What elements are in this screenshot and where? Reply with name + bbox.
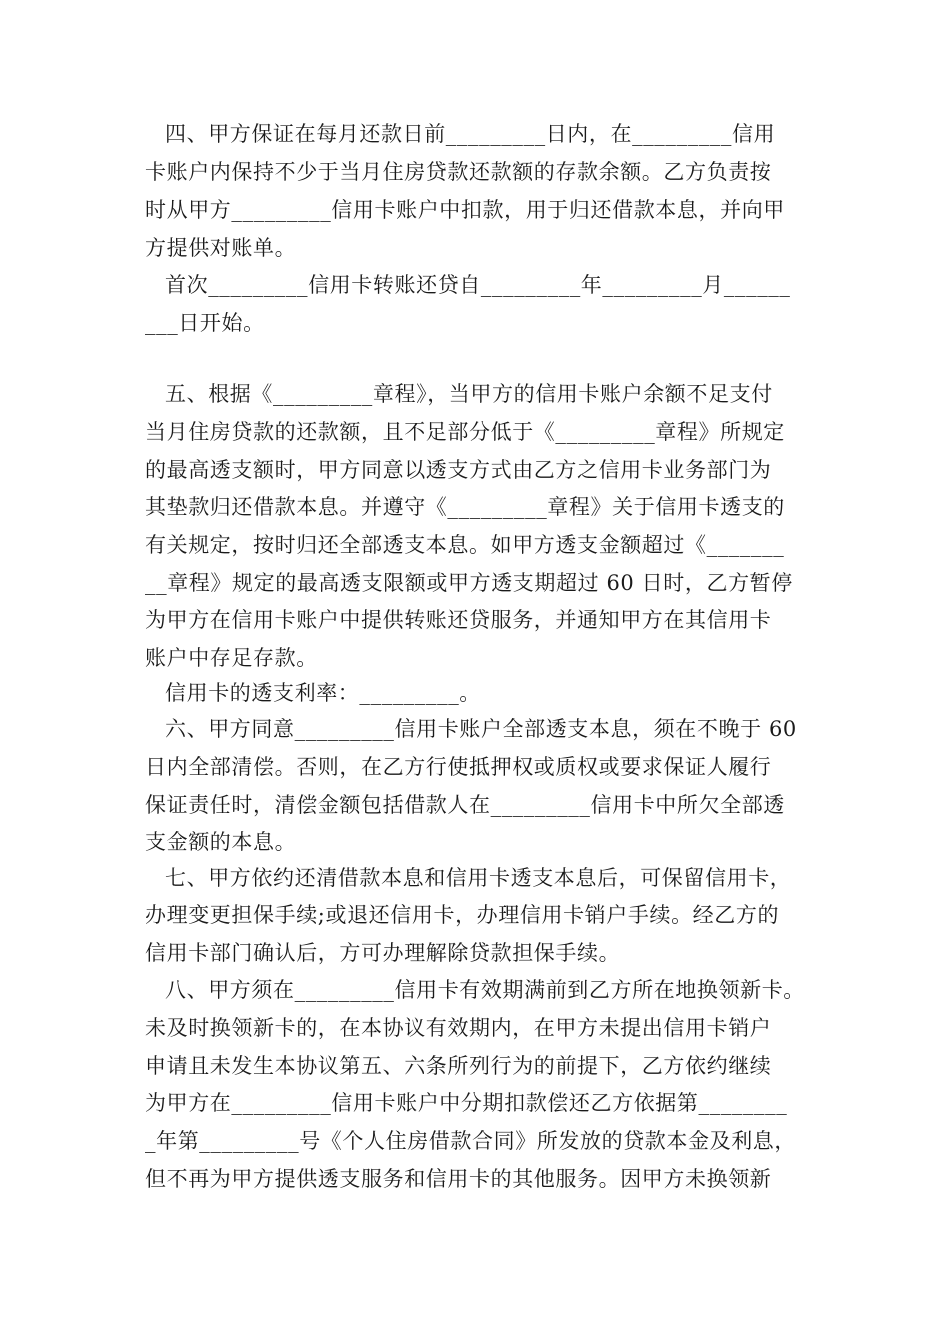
- paragraph-6-line-4: 支金额的本息。: [145, 830, 297, 854]
- paragraph-5-line-5: 有关规定，按时归还全部透支本息。如甲方透支金额超过《_______: [145, 533, 785, 557]
- paragraph-5-line-6: __章程》规定的最高透支限额或甲方透支期超过 60 日时，乙方暂停: [145, 571, 793, 595]
- paragraph-6-line-2: 日内全部清偿。否则，在乙方行使抵押权或质权或要求保证人履行: [145, 755, 772, 779]
- paragraph-8-line-3: 申请且未发生本协议第五、六条所列行为的前提下，乙方依约继续: [145, 1054, 772, 1078]
- paragraph-7-line-2: 办理变更担保手续;或退还信用卡，办理信用卡销户手续。经乙方的: [145, 903, 780, 927]
- paragraph-8-line-2: 未及时换领新卡的，在本协议有效期内，在甲方未提出信用卡销户: [145, 1016, 772, 1040]
- paragraph-4-line-3: 时从甲方_________信用卡账户中扣款，用于归还借款本息，并向甲: [145, 198, 785, 222]
- paragraph-4-line-2: 卡账户内保持不少于当月住房贷款还款额的存款余额。乙方负责按: [145, 160, 772, 184]
- paragraph-5-line-2: 当月住房贷款的还款额，且不足部分低于《_________章程》所规定: [145, 420, 785, 444]
- paragraph-4-line-1: 四、甲方保证在每月还款日前_________日内，在_________信用: [165, 122, 776, 146]
- paragraph-7-line-1: 七、甲方依约还清借款本息和信用卡透支本息后，可保留信用卡，: [165, 866, 792, 890]
- paragraph-5-line-3: 的最高透支额时，甲方同意以透支方式由乙方之信用卡业务部门为: [145, 458, 772, 482]
- paragraph-5-line-8: 账户中存足存款。: [145, 646, 318, 670]
- paragraph-5-line-7: 为甲方在信用卡账户中提供转账还贷服务，并通知甲方在其信用卡: [145, 608, 772, 632]
- paragraph-8-line-1: 八、甲方须在_________信用卡有效期满前到乙方所在地换领新卡。: [165, 978, 805, 1002]
- paragraph-6-line-1: 六、甲方同意_________信用卡账户全部透支本息，须在不晚于 60: [165, 717, 797, 741]
- paragraph-5-line-4: 其垫款归还借款本息。并遵守《_________章程》关于信用卡透支的: [145, 495, 785, 519]
- first-transfer-line-2: ___日开始。: [145, 311, 265, 335]
- paragraph-6-line-3: 保证责任时，清偿金额包括借款人在_________信用卡中所欠全部透: [145, 793, 785, 817]
- overdraft-rate-line: 信用卡的透支利率：_________。: [165, 681, 481, 705]
- paragraph-8-line-5: _年第_________号《个人住房借款合同》所发放的贷款本金及利息，: [145, 1129, 796, 1153]
- paragraph-5-line-1: 五、根据《_________章程》，当甲方的信用卡账户余额不足支付: [165, 382, 773, 406]
- first-transfer-line-1: 首次_________信用卡转账还贷自_________年_________月______: [165, 273, 791, 297]
- paragraph-8-line-4: 为甲方在_________信用卡账户中分期扣款偿还乙方依据第________: [145, 1091, 788, 1115]
- paragraph-8-line-6: 但不再为甲方提供透支服务和信用卡的其他服务。因甲方未换领新: [145, 1167, 772, 1191]
- paragraph-7-line-3: 信用卡部门确认后，方可办理解除贷款担保手续。: [145, 941, 621, 965]
- paragraph-4-line-4: 方提供对账单。: [145, 236, 297, 260]
